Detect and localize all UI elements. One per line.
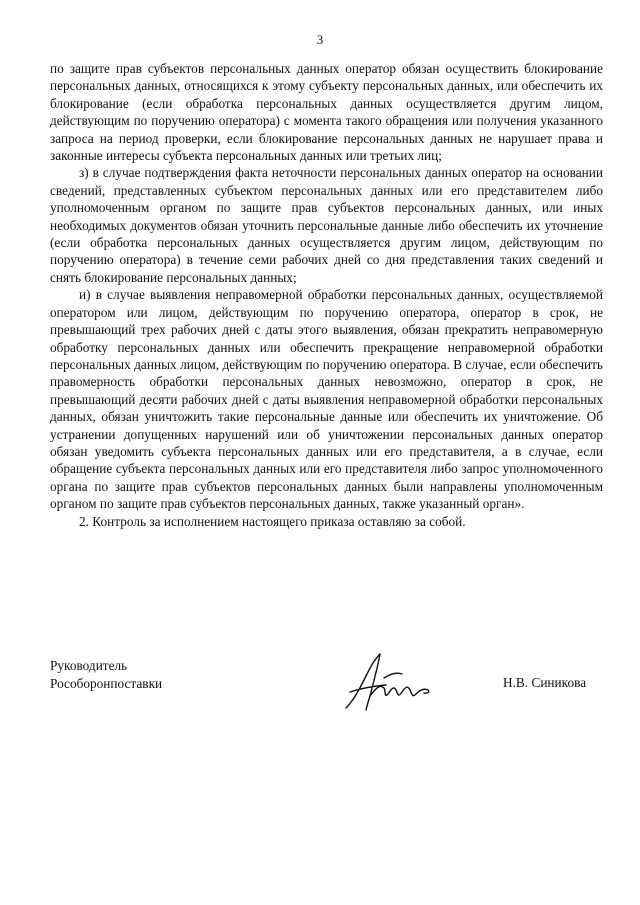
paragraph-item-z: з) в случае подтверждения факта неточности персональных данных оператор на основании сведений, представленных субъектом персональных данных или его представителем либо уполномоченным органом по защите прав субъектов персональных данных, или иных необходимых документов обязан уточнить персональные данные либо обеспечить их уточнение (если обработка персональных данных осуществляется другим лицом, действующим по поручению оператора) в течение семи рабочих дней со дня представления таких сведений и снять блокирование персональных данных;: [50, 165, 603, 285]
paragraph-item-i: и) в случае выявления неправомерной обработки персональных данных, осуществляемой оператором или лицом, действующим по поручению оператора, оператор в срок, не превышающий трех рабочих дней с даты этого выявления, обязан прекратить неправомерную обработку персональных данных или обеспечить прекращение неправомерной обработки персональных данных лицом, действующим по поручению оператора. В случае, если обеспечить правомерность обработки персональных данных невозможно, оператор в срок, не превышающий десяти рабочих дней с даты выявления неправомерной обработки персональных данных, обязан уничтожить такие персональные данные или обеспечить их уничтожение. Об устранении допущенных нарушений или об уничтожении персональных данных оператор обязан уведомить субъекта персональных данных или его представителя, а в случае, если обращение субъекта персональных данных или его представителя либо запрос уполномоченного органа по защите прав субъектов персональных данных были направлены уполномоченным органом по защите прав субъектов персональных данных, также указанный орган».: [50, 287, 603, 512]
paragraph-control-clause: 2. Контроль за исполнением настоящего приказа оставляю за собой.: [79, 513, 466, 529]
signatory-title: [50, 657, 162, 692]
handwritten-signature: [340, 648, 440, 718]
document-body: [50, 60, 603, 530]
signatory-name: Н.В. Синикова: [503, 675, 587, 690]
page-number: 3: [316, 32, 324, 47]
paragraph-continuation: по защите прав субъектов персональных данных оператор обязан осуществить блокирование персональных данных, относящихся к этому субъекту персональных данных, или обеспечить их блокирование (если обработка персональных данных осуществляется другим лицом, действующим по поручению оператора) с момента такого обращения или получения указанного запроса на период проверки, если блокирование персональных данных не нарушает права и законные интересы субъекта персональных данных или третьих лиц;: [50, 61, 603, 164]
signatory-organization: Рособоронпоставки: [50, 675, 163, 691]
signatory-position: Руководитель: [50, 658, 128, 673]
